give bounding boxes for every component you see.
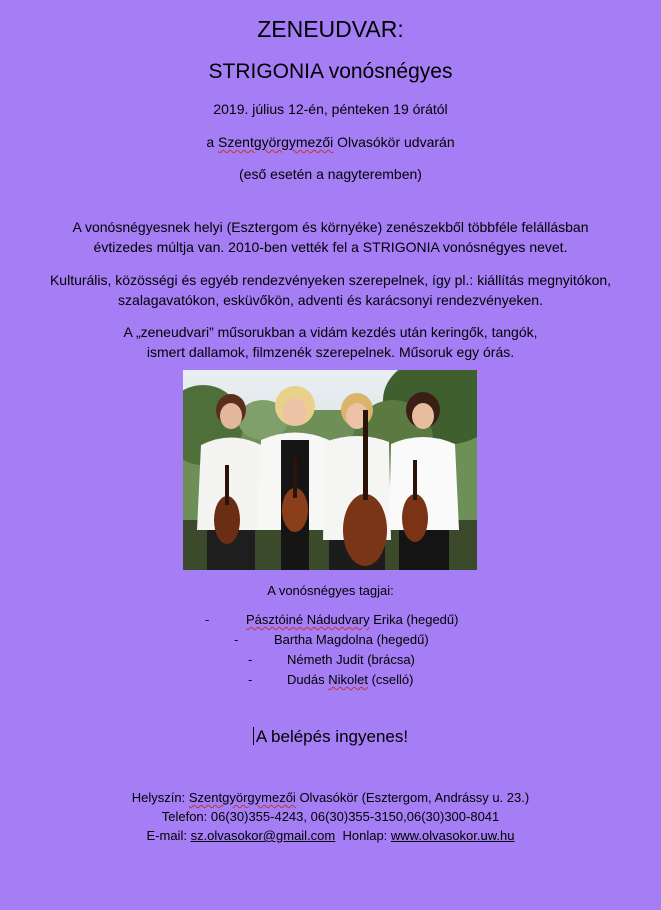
member-1 [246, 612, 458, 627]
free-entry-text: A belépés ingyenes! [255, 727, 409, 746]
footer-location-name: Szentgyörgymezői [188, 790, 296, 805]
email-link[interactable]: sz.olvasokor@gmail.com [190, 828, 336, 843]
paragraph-1-line-1: A vonósnégyesnek helyi (Esztergom és környéke) zenészekből többféle felállásban [72, 219, 589, 235]
text-cursor [253, 727, 254, 745]
paragraph-3-line-2: ismert dallamok, filmzenék szerepelnek. Műsoruk egy órás. [146, 344, 515, 360]
paragraph-2-line-1: Kulturális, közösségi és egyéb rendezvényeken szerepelnek, így pl.: kiállítás megnyitókon, [49, 272, 612, 288]
title: ZENEUDVAR: [257, 16, 404, 42]
free-entry-line [0, 727, 661, 747]
subtitle: STRIGONIA vonósnégyes [208, 60, 453, 83]
member-1-dash: - [205, 612, 210, 627]
rain-note: (eső esetén a nagyteremben) [239, 166, 422, 182]
quartet-photo-illustration [183, 370, 477, 570]
member-4-name-c: (cselló) [367, 672, 414, 687]
quartet-photo [183, 370, 477, 570]
member-4-name-b: Nikolet [328, 672, 368, 687]
footer-location [0, 790, 661, 805]
member-1-name-b: Erika (hegedű) [369, 612, 459, 627]
venue-suffix: Olvasókör udvarán [333, 134, 455, 150]
event-date: 2019. július 12-én, pénteken 19 órától [213, 101, 448, 117]
website-link[interactable]: www.olvasokor.uw.hu [390, 828, 515, 843]
footer-web-label: Honlap: [335, 828, 391, 843]
paragraph-1-line-2: évtizedes múltja van. 2010-ben vették fel a STRIGONIA vonósnégyes nevet. [93, 239, 568, 255]
member-2: Bartha Magdolna (hegedű) [274, 632, 429, 647]
venue-line [0, 134, 661, 150]
member-4 [287, 672, 413, 687]
footer-location-prefix: Helyszín: [131, 790, 189, 805]
footer-location-suffix: Olvasókör (Esztergom, Andrássy u. 23.) [295, 790, 530, 805]
members-heading: A vonósnégyes tagjai: [267, 583, 394, 598]
venue-prefix: a [206, 134, 219, 150]
paragraph-3-line-1: A „zeneudvari” műsorukban a vidám kezdés után keringők, tangók, [123, 324, 538, 340]
member-4-dash: - [248, 672, 253, 687]
member-2-dash: - [234, 632, 239, 647]
venue-name: Szentgyörgymezői [218, 134, 334, 150]
footer-contact [0, 828, 661, 843]
footer-email-label: E-mail: [146, 828, 191, 843]
member-3: Németh Judit (brácsa) [287, 652, 415, 667]
member-4-name-a: Dudás [287, 672, 329, 687]
footer-phone: Telefon: 06(30)355-4243, 06(30)355-3150,06(30)300-8041 [161, 809, 500, 824]
member-3-dash: - [248, 652, 253, 667]
member-1-name-a: Pásztóiné Nádudvary [246, 612, 370, 627]
paragraph-2-line-2: szalagavatókon, esküvőkön, adventi és karácsonyi rendezvényeken. [118, 292, 543, 308]
